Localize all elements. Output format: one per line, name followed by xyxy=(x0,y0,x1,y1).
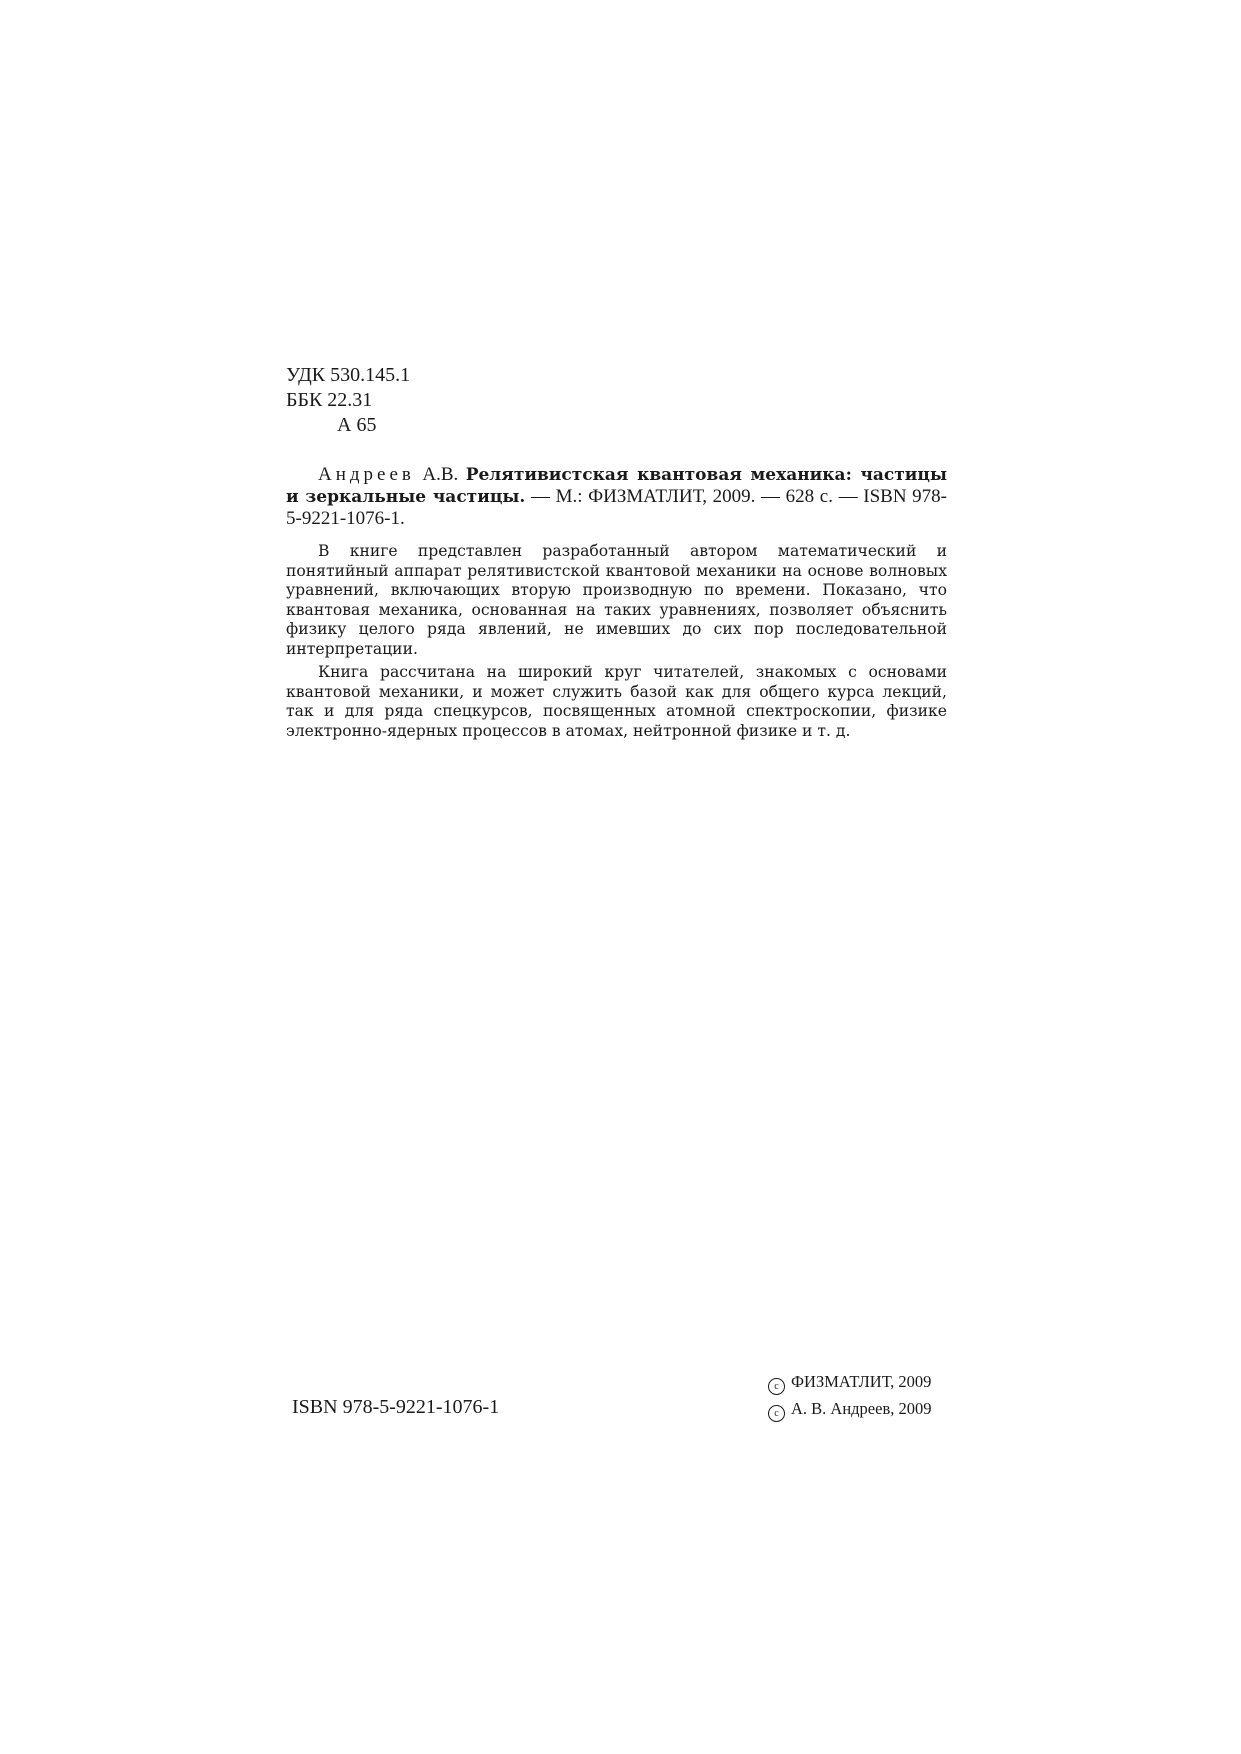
bib-isbn: ISBN 978-5-9221-1076-1. xyxy=(286,486,947,529)
book-title: Релятивистская квантовая механика: частицы и зеркальные частицы. xyxy=(286,465,948,507)
author-surname: Андреев xyxy=(318,464,415,485)
author-initials: А.В. xyxy=(422,464,459,485)
author-mark: А 65 xyxy=(337,414,377,436)
copyright-line-publisher xyxy=(768,1368,932,1395)
udk-code: УДК 530.145.1 xyxy=(286,364,411,386)
classification-block xyxy=(286,363,410,438)
copyright-icon: c xyxy=(768,1405,785,1422)
annotation-paragraph: В книге представлен разработанный автором математический и понятийный аппарат релятивистской квантовой механики на основе волновых уравнений, включающих вторую производную по времени. Показано, что квантовая механика, основанная на таких уравнениях, позволяет объяснить физику целого ряда явлений, не имевших до сих пор последовательной интерпретации. xyxy=(286,542,947,658)
bbk-code: ББК 22.31 xyxy=(286,389,373,411)
copyright-author: А. В. Андреев, 2009 xyxy=(791,1399,932,1418)
copyright-icon: c xyxy=(768,1378,785,1395)
annotation xyxy=(286,542,947,741)
annotation-paragraph: Книга рассчитана на широкий круг читателей, знакомых с основами квантовой механики, и может служить базой как для общего курса лекций, так и для ряда спецкурсов, посвященных атомной спектроскопии, физике электронно-ядерных процессов в атомах, нейтронной физике и т. д. xyxy=(286,663,947,740)
bibliographic-entry xyxy=(286,464,947,529)
footer-isbn: ISBN 978-5-9221-1076-1 xyxy=(292,1396,500,1418)
copyright-publisher: ФИЗМАТЛИТ, 2009 xyxy=(791,1372,932,1391)
copyright-line-author xyxy=(768,1395,932,1422)
copyright-block xyxy=(768,1368,932,1422)
publication-info: — М.: ФИЗМАТЛИТ, 2009. — 628 с. — xyxy=(530,486,858,507)
